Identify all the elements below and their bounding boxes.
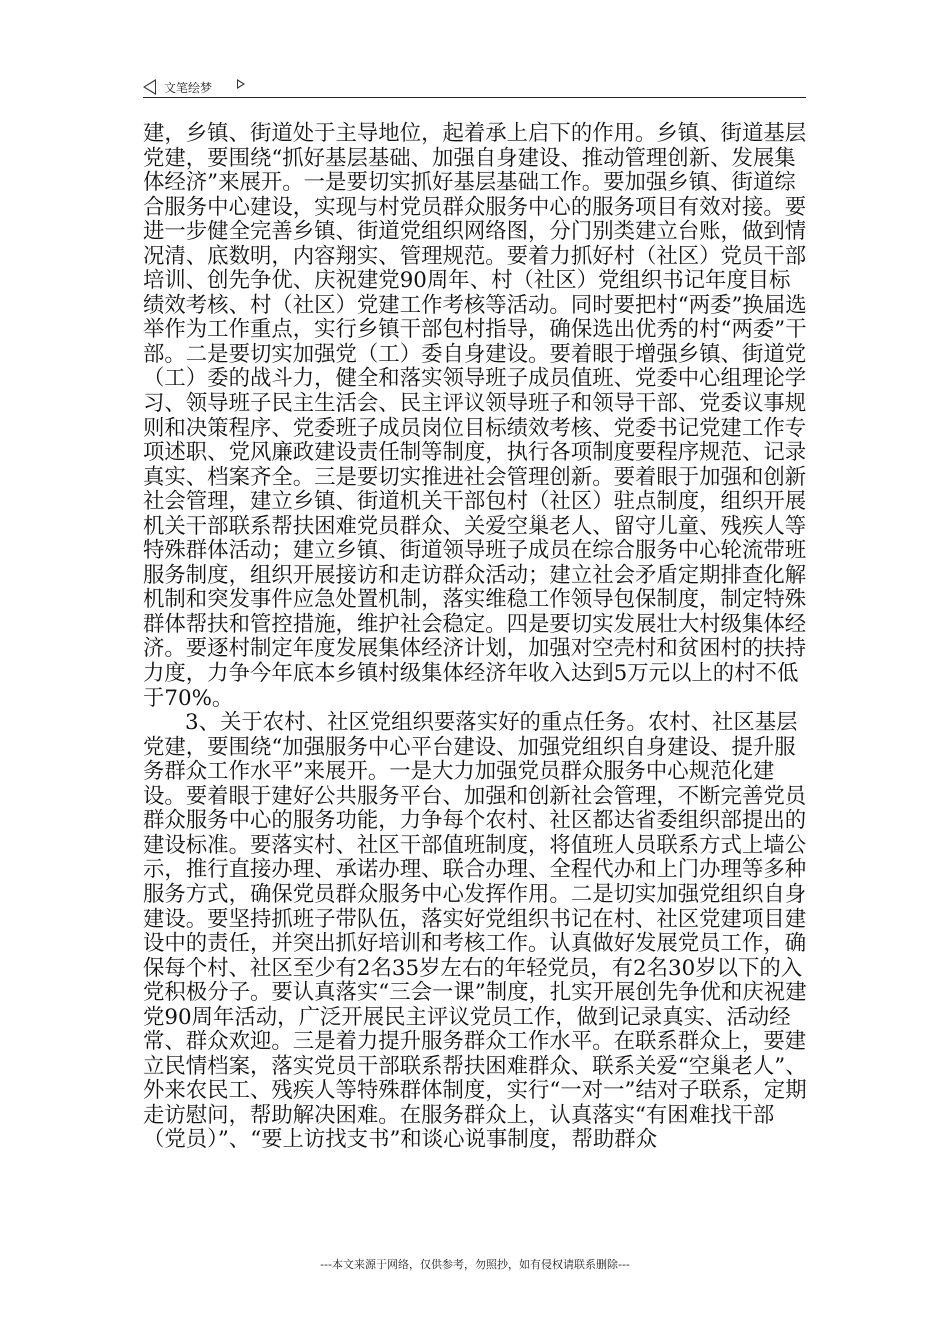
header-brand: 文笔绘梦 [164,81,213,95]
header-divider [143,97,806,98]
document-body [143,122,809,1153]
triangle-right-icon [237,79,245,89]
paragraph-2: 3、关于农村、社区党组织要落实好的重点任务。农村、社区基层党建，要围绕“加强服务中心平台建设、加强党组织自身建设、提升服务群众工作水平”来展开。一是大力加强党员群众服务中心规范化建设。要着眼于建好公共服务平台、加强和创新社会管理，不断完善党员群众服务中心的服务功能，力争每个农村、社区都达省委组织部提出的建设标准。要落实村、社区干部值班制度，将值班人员联系方式上墙公示，推行直接办理、承诺办理、联合办理、全程代办和上门办理等多种服务方式，确保党员群众服务中心发挥作用。二是切实加强党组织自身建设。要坚持抓班子带队伍，落实好党组织书记在村、社区党建项目建设中的责任，并突出抓好培训和考核工作。认真做好发展党员工作，确保每个村、社区至少有2名35岁左右的年轻党员，有2名30岁以下的入党积极分子。要认真落实“三会一课”制度，扎实开展创先争优和庆祝建党90周年活动，广泛开展民主评议党员工作，做到记录真实、活动经常、群众欢迎。三是着力提升服务群众工作水平。在联系群众上，要建立民情档案，落实党员干部联系帮扶困难群众、联系关爱“空巢老人”、外来农民工、残疾人等特殊群体制度，实行“一对一”结对子联系，定期走访慰问，帮助解决困难。在服务群众上，认真落实“有困难找干部（党员）”、“要上访找支书”和谈心说事制度，帮助群众 [143,710,807,1153]
triangle-left-icon [143,79,156,95]
footer-notice: ---本文来源于网络，仅供参考，勿照抄，如有侵权请联系删除--- [320,1258,630,1271]
paragraph-1: 建，乡镇、街道处于主导地位，起着承上启下的作用。乡镇、街道基层党建，要围绕“抓好基层基础、加强自身建设、推动管理创新、发展集体经济”来展开。一是要切实抓好基层基础工作。要加强乡镇、街道综合服务中心建设，实现与村党员群众服务中心的服务项目有效对接。要进一步健全完善乡镇、街道党组织网络图，分门别类建立台账，做到情况清、底数明，内容翔实、管理规范。要着力抓好村（社区）党员干部培训、创先争优、庆祝建党90周年、村（社区）党组织书记年度目标绩效考核、村（社区）党建工作考核等活动。同时要把村“两委”换届选举作为工作重点，实行乡镇干部包村指导，确保选出优秀的村“两委”干部。二是要切实加强党（工）委自身建设。要着眼于增强乡镇、街道党（工）委的战斗力，健全和落实领导班子成员值班、党委中心组理论学习、领导班子民主生活会、民主评议领导班子和领导干部、党委议事规则和决策程序、党委班子成员岗位目标绩效考核、党委书记党建工作专项述职、党风廉政建设责任制等制度，执行各项制度要程序规范、记录真实、档案齐全。三是要切实推进社会管理创新。要着眼于加强和创新社会管理，建立乡镇、街道机关干部包村（社区）驻点制度，组织开展机关干部联系帮扶困难党员群众、关爱空巢老人、留守儿童、残疾人等特殊群体活动；建立乡镇、街道领导班子成员在综合服务中心轮流带班服务制度，组织开展接访和走访群众活动；建立社会矛盾定期排查化解机制和突发事件应急处置机制，落实维稳工作领导包保制度，制定特殊群体帮扶和管控措施，维护社会稳定。四是要切实发展壮大村级集体经济。要逐村制定年度发展集体经济计划，加强对空壳村和贫困村的扶持力度，力争今年底本乡镇村级集体经济年收入达到5万元以上的村不低于70%。 [143,121,807,711]
page-header [143,74,806,98]
